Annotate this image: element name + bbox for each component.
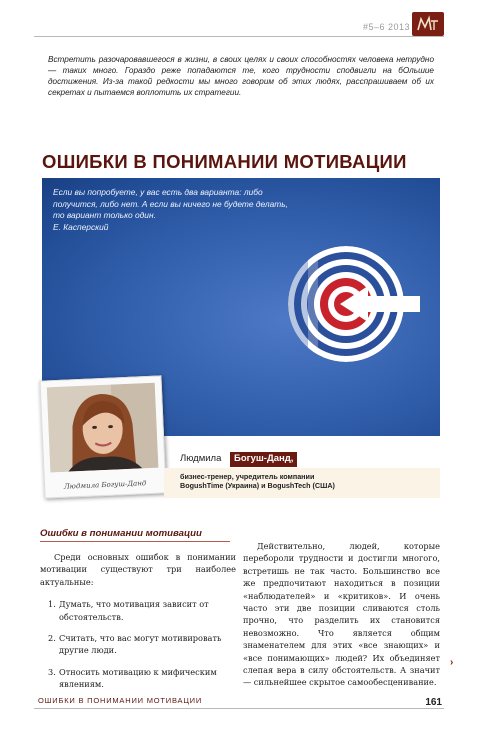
list-text: Относить мотивацию к мифическим явлениям. [59,666,217,690]
section-rule [40,541,230,542]
left-paragraph: Среди основных ошибок в понимании мотивации существуют три наиболее актуальные: [40,552,236,587]
epigraph [53,187,293,233]
footer-running-title: ОШИБКИ В ПОНИМАНИИ МОТИВАЦИИ [38,696,203,705]
author-photo [39,375,166,498]
author-role [180,472,430,491]
page-number: 161 [425,697,442,708]
list-number: 3. [48,666,56,677]
magazine-logo [412,12,444,36]
target-icon [264,230,424,380]
list-number: 2. [48,633,56,644]
author-name-band [170,452,440,467]
author-surname: Богуш-Данд, [230,452,297,467]
photo-signature: Людмила Богуш-Данд [63,479,147,491]
author-company-line: BogushTime (Украина) и BogushTech (США) [180,481,335,491]
list-item [40,632,236,657]
logo-icon [416,15,440,33]
author-first-name: Людмила [180,453,222,464]
author-role-line: бизнес-тренер, учредитель компании [180,472,315,481]
mistakes-list [40,598,236,690]
epigraph-text: Если вы попробуете, у вас есть два варианта: либо получится, либо нет. А если вы ничего не будете делать, то вариант только один. [53,187,288,221]
header-rule [34,36,444,37]
epigraph-author: Е. Касперский [53,221,109,232]
list-text: Считать, что вас могут мотивировать другие люди. [59,633,222,656]
intro-paragraph: Встретить разочаровавшегося в жизни, в своих целях и своих способностях человека нетрудно — таких много. Гораздо реже попадаются те, кого трудности сподвигли на бОльшие достижения. Из-за такой редкости мы много говорим об этих людях, расспрашиваем об их секретах и пытаемся воплотить их стратегии. [48,55,434,97]
list-number: 1. [48,599,56,610]
section-title: Ошибки в понимании мотивации [40,528,202,539]
left-column [40,551,236,700]
footer-rule [34,708,444,709]
portrait-icon [47,383,159,473]
list-item [40,598,236,623]
list-text: Думать, что мотивация зависит от обстоятельств. [59,599,209,622]
author-info-box [164,468,440,498]
list-item [40,666,236,691]
portrait-image [47,383,159,473]
right-column-paragraph: Действительно, людей, которые перебороли трудности и достигли многого, встретишь не так часто. Большинство все же предпочитают находиться в позиции «наблюдателей» и «критиков». И очень часто эти две позиции сливаются столь прочно, что разделить их становится невозможно. Что является общим знаменателем для этих «все знающих» и «все понимающих» людей? Их объединяет слепая вера в силу обстоятельств. А значит — сильнейшее скрытое самообесценивание. [243,541,440,688]
issue-number: #5–6 2013 [362,22,410,32]
article-title: ОШИБКИ В ПОНИМАНИИ МОТИВАЦИИ [42,151,407,172]
continue-arrow-icon: › [450,657,454,668]
